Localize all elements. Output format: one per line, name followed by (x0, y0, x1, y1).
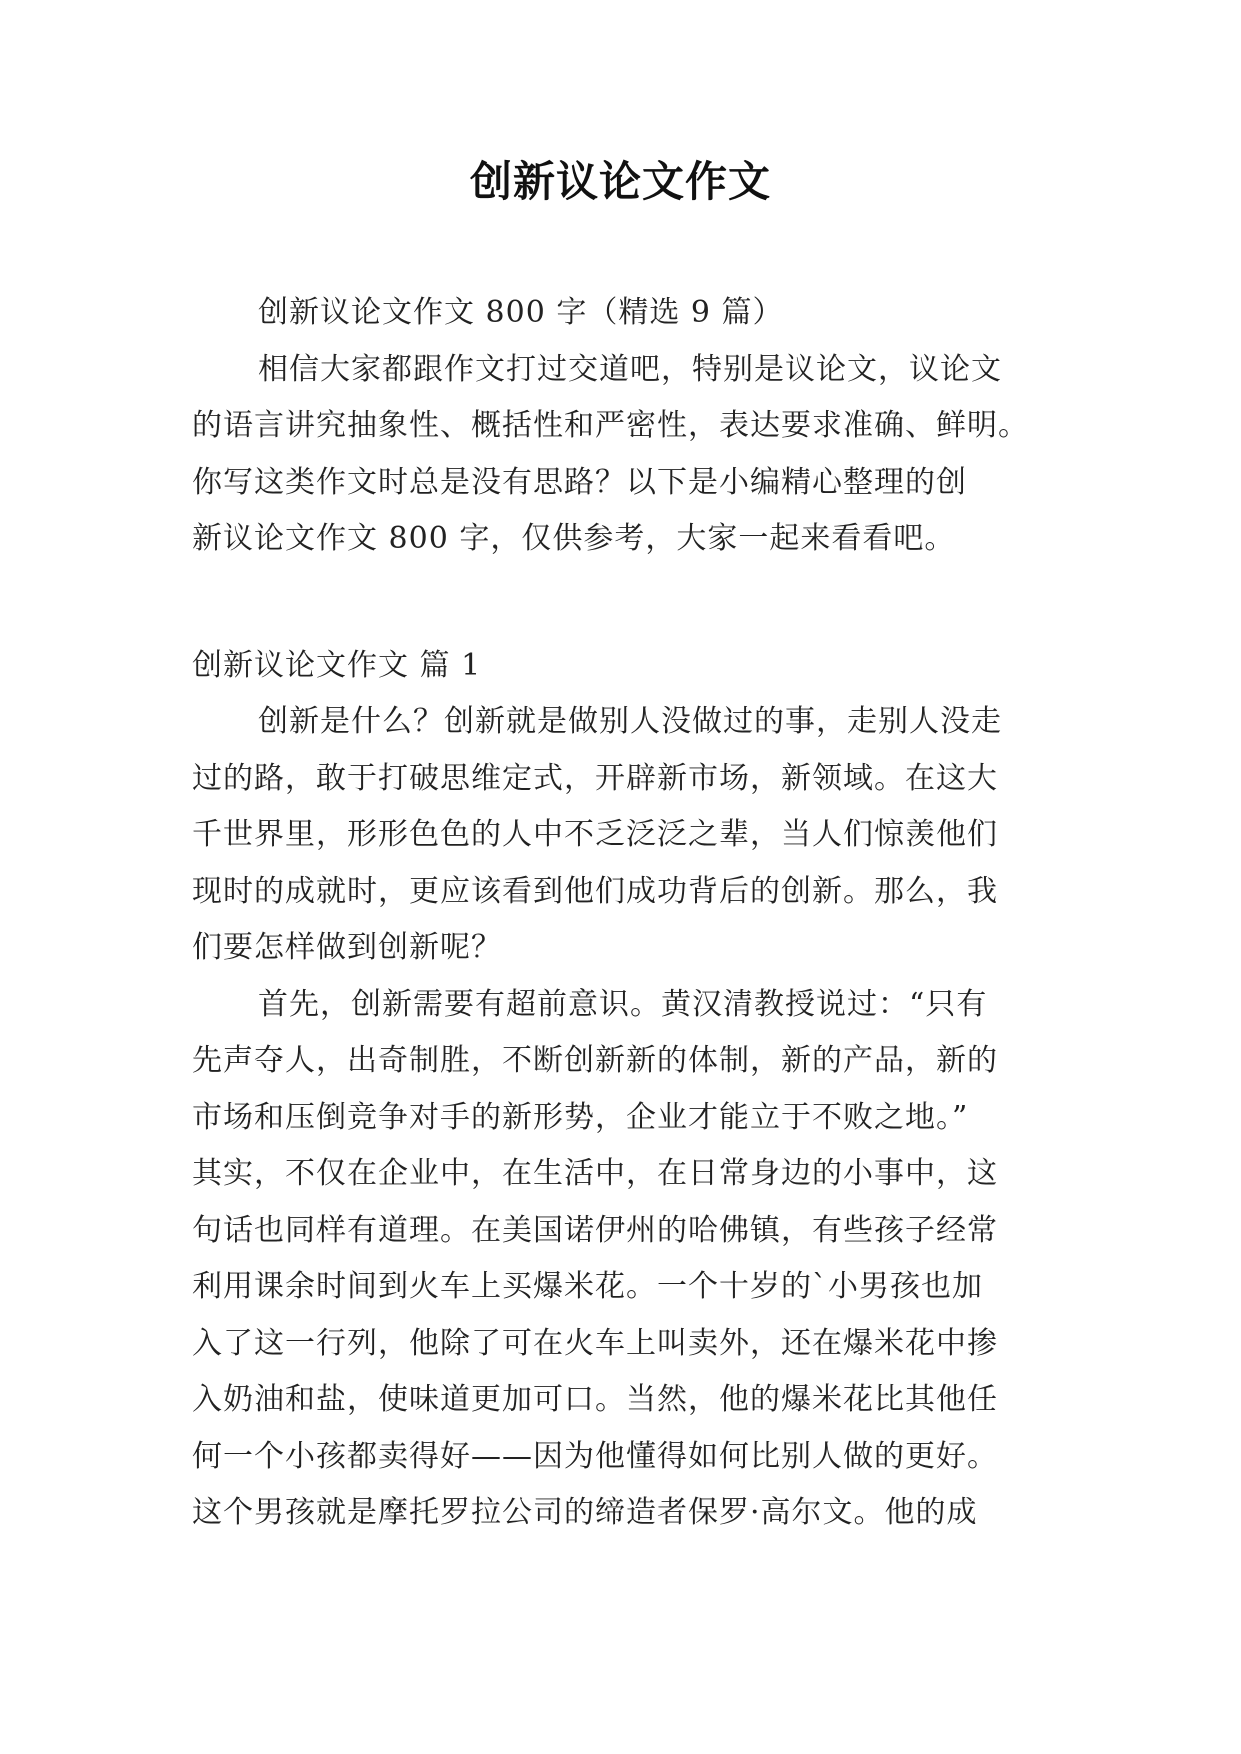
paragraph-line: 市场和压倒竞争对手的新形势，企业才能立于不败之地。” (192, 1099, 969, 1135)
paragraph-line: 千世界里，形形色色的人中不乏泛泛之辈，当人们惊羡他们 (192, 817, 998, 852)
intro-line: 的语言讲究抽象性、概括性和严密性，表达要求准确、鲜明。 (192, 408, 1029, 443)
paragraph-line: 入了这一行列，他除了可在火车上叫卖外，还在爆米花中掺 (192, 1325, 998, 1361)
intro-line: 新议论文作文 800 字，仅供参考，大家一起来看看吧。 (192, 521, 956, 556)
paragraph-line: 其实，不仅在企业中，在生活中，在日常身边的小事中，这 (192, 1156, 998, 1191)
intro-paragraph (192, 342, 1072, 568)
paragraph-line: 利用课余时间到火车上买爆米花。一个十岁的`小男孩也加 (192, 1269, 983, 1304)
document-title: 创新议论文作文 (469, 157, 771, 206)
document-body (192, 285, 1072, 1542)
paragraph-line: 何一个小孩都卖得好——因为他懂得如何比别人做的更好。 (192, 1438, 998, 1474)
section-heading: 创新议论文作文 篇 1 (192, 647, 482, 683)
intro-line: 相信大家都跟作文打过交道吧，特别是议论文，议论文 (258, 351, 1002, 387)
paragraph-line: 首先，创新需要有超前意识。黄汉清教授说过：“只有 (258, 986, 988, 1022)
paragraph-line: 先声夺人，出奇制胜，不断创新新的体制，新的产品，新的 (192, 1043, 998, 1078)
subtitle: 创新议论文作文 800 字（精选 9 篇） (258, 295, 784, 330)
paragraph-line: 现时的成就时，更应该看到他们成功背后的创新。那么，我 (192, 873, 998, 909)
paragraph-spacer (192, 568, 1072, 638)
intro-line: 你写这类作文时总是没有思路？以下是小编精心整理的创 (192, 464, 967, 500)
paragraph-line: 过的路，敢于打破思维定式，开辟新市场，新领域。在这大 (192, 760, 998, 796)
paragraph-line: 创新是什么？创新就是做别人没做过的事，走别人没走 (258, 704, 1002, 739)
paragraph-line: 入奶油和盐，使味道更加可口。当然，他的爆米花比其他任 (192, 1382, 998, 1417)
paragraph-1 (192, 694, 1072, 977)
paragraph-line: 们要怎样做到创新呢？ (192, 930, 502, 965)
paragraph-line: 句话也同样有道理。在美国诺伊州的哈佛镇，有些孩子经常 (192, 1212, 998, 1248)
paragraph-line: 这个男孩就是摩托罗拉公司的缔造者保罗·高尔文。他的成 (192, 1495, 978, 1530)
paragraph-2 (192, 977, 1072, 1542)
